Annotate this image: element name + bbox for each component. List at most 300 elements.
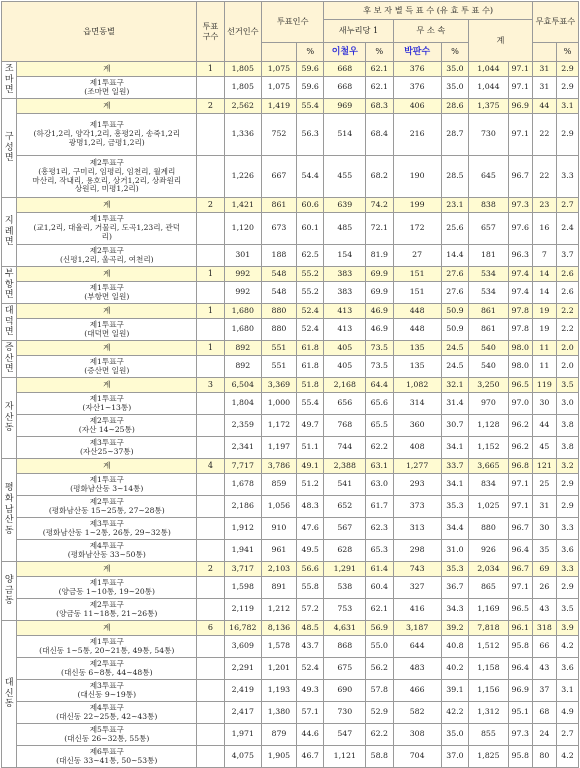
cell-booths bbox=[197, 213, 224, 245]
cell-electorate: 992 bbox=[224, 282, 261, 304]
cell-c2: 151 bbox=[393, 267, 441, 282]
district-name: 증산면 bbox=[2, 341, 17, 378]
cell-electorate: 2,341 bbox=[224, 437, 261, 459]
cell-invalid: 31 bbox=[532, 496, 556, 518]
cell-electorate: 6,504 bbox=[224, 378, 261, 393]
cell-electorate: 2,419 bbox=[224, 680, 261, 702]
subtotal-row bbox=[2, 62, 579, 77]
cell-c2: 743 bbox=[393, 562, 441, 577]
header-candidate2-pct: % bbox=[441, 43, 468, 62]
cell-electorate: 2,562 bbox=[224, 99, 261, 114]
cell-c1: 639 bbox=[324, 198, 366, 213]
precinct-label: 제1투표구 (자산1~13통) bbox=[17, 393, 197, 415]
cell-c2: 216 bbox=[393, 114, 441, 156]
cell-c2p: 27.6 bbox=[441, 267, 468, 282]
cell-invalidp: 2.2 bbox=[556, 319, 578, 341]
district-name: 자산동 bbox=[2, 378, 17, 459]
cell-c2: 416 bbox=[393, 599, 441, 621]
cell-turnout: 49.5 bbox=[297, 540, 324, 562]
cell-valid: 1,044 bbox=[469, 62, 508, 77]
precinct-label: 제1투표구 (조마면 일원) bbox=[17, 77, 197, 99]
header-voters: 투표인수 bbox=[261, 2, 324, 43]
cell-valid: 834 bbox=[469, 474, 508, 496]
cell-invalid: 35 bbox=[532, 540, 556, 562]
subtotal-row bbox=[2, 198, 579, 213]
cell-invalidp: 2.7 bbox=[556, 724, 578, 746]
subtotal-label: 계 bbox=[17, 267, 197, 282]
cell-c2p: 34.4 bbox=[441, 518, 468, 540]
cell-valid: 657 bbox=[469, 213, 508, 245]
subtotal-label: 계 bbox=[17, 378, 197, 393]
cell-voters: 859 bbox=[261, 474, 296, 496]
cell-c1p: 46.9 bbox=[366, 319, 393, 341]
cell-turnout: 61.8 bbox=[297, 341, 324, 356]
table-row bbox=[2, 245, 579, 267]
cell-turnout: 54.4 bbox=[297, 156, 324, 198]
cell-c2: 172 bbox=[393, 213, 441, 245]
cell-c2p: 35.0 bbox=[441, 62, 468, 77]
cell-c2: 293 bbox=[393, 474, 441, 496]
cell-c2: 406 bbox=[393, 99, 441, 114]
cell-booths: 2 bbox=[197, 562, 224, 577]
cell-invalid: 318 bbox=[532, 621, 556, 636]
cell-c1p: 60.4 bbox=[366, 577, 393, 599]
cell-electorate: 2,119 bbox=[224, 599, 261, 621]
cell-booths bbox=[197, 282, 224, 304]
cell-c2p: 24.5 bbox=[441, 341, 468, 356]
cell-c1p: 65.3 bbox=[366, 540, 393, 562]
header-booths: 투표구수 bbox=[197, 2, 224, 62]
cell-c2: 135 bbox=[393, 341, 441, 356]
subtotal-label: 계 bbox=[17, 459, 197, 474]
cell-c2p: 30.7 bbox=[441, 415, 468, 437]
cell-invalid: 121 bbox=[532, 459, 556, 474]
cell-turnout: 43.7 bbox=[297, 636, 324, 658]
cell-invalidp: 3.6 bbox=[556, 540, 578, 562]
table-row bbox=[2, 680, 579, 702]
cell-c1p: 62.2 bbox=[366, 724, 393, 746]
cell-c1p: 64.4 bbox=[366, 378, 393, 393]
cell-invalidp: 2.9 bbox=[556, 496, 578, 518]
subtotal-row bbox=[2, 562, 579, 577]
cell-electorate: 1,941 bbox=[224, 540, 261, 562]
table-row bbox=[2, 599, 579, 621]
cell-validp: 96.9 bbox=[508, 99, 532, 114]
cell-validp: 95.8 bbox=[508, 636, 532, 658]
table-row bbox=[2, 636, 579, 658]
cell-invalidp: 2.9 bbox=[556, 77, 578, 99]
cell-c2: 190 bbox=[393, 156, 441, 198]
header-candidate1-pct: % bbox=[366, 43, 393, 62]
cell-booths bbox=[197, 245, 224, 267]
cell-invalidp: 3.8 bbox=[556, 437, 578, 459]
cell-validp: 96.7 bbox=[508, 156, 532, 198]
cell-valid: 865 bbox=[469, 577, 508, 599]
cell-electorate: 16,782 bbox=[224, 621, 261, 636]
cell-voters: 1,578 bbox=[261, 636, 296, 658]
cell-c2: 704 bbox=[393, 746, 441, 768]
cell-voters: 1,905 bbox=[261, 746, 296, 768]
cell-c2p: 40.2 bbox=[441, 658, 468, 680]
cell-validp: 98.0 bbox=[508, 356, 532, 378]
table-row bbox=[2, 393, 579, 415]
cell-booths bbox=[197, 540, 224, 562]
cell-c2: 199 bbox=[393, 198, 441, 213]
cell-invalid: 68 bbox=[532, 702, 556, 724]
cell-c1: 628 bbox=[324, 540, 366, 562]
cell-c2: 135 bbox=[393, 356, 441, 378]
cell-c2: 1,082 bbox=[393, 378, 441, 393]
header-invalid-pct: % bbox=[556, 43, 578, 62]
precinct-label: 제2투표구 (신평1,2리, 울곡리, 여천리) bbox=[17, 245, 197, 267]
cell-valid: 1,825 bbox=[469, 746, 508, 768]
cell-booths bbox=[197, 437, 224, 459]
cell-invalidp: 3.5 bbox=[556, 378, 578, 393]
cell-c1p: 56.9 bbox=[366, 621, 393, 636]
cell-c1p: 74.2 bbox=[366, 198, 393, 213]
district-name: 조마면 bbox=[2, 62, 17, 99]
cell-turnout: 51.8 bbox=[297, 378, 324, 393]
cell-valid: 730 bbox=[469, 114, 508, 156]
cell-invalid: 22 bbox=[532, 114, 556, 156]
cell-invalidp: 2.9 bbox=[556, 474, 578, 496]
cell-c1: 405 bbox=[324, 341, 366, 356]
cell-voters: 1,197 bbox=[261, 437, 296, 459]
cell-invalid: 11 bbox=[532, 341, 556, 356]
cell-turnout: 55.4 bbox=[297, 99, 324, 114]
cell-valid: 855 bbox=[469, 724, 508, 746]
cell-c1p: 81.9 bbox=[366, 245, 393, 267]
cell-voters: 548 bbox=[261, 282, 296, 304]
cell-c1p: 68.2 bbox=[366, 156, 393, 198]
cell-c1: 547 bbox=[324, 724, 366, 746]
header-candidate2: 박판수 bbox=[393, 43, 441, 62]
cell-valid: 970 bbox=[469, 393, 508, 415]
cell-c1: 383 bbox=[324, 267, 366, 282]
cell-validp: 97.3 bbox=[508, 198, 532, 213]
cell-c2p: 37.0 bbox=[441, 746, 468, 768]
cell-turnout: 59.6 bbox=[297, 62, 324, 77]
cell-c1p: 72.1 bbox=[366, 213, 393, 245]
cell-booths bbox=[197, 518, 224, 540]
cell-c2p: 28.6 bbox=[441, 99, 468, 114]
table-row bbox=[2, 114, 579, 156]
cell-c2: 151 bbox=[393, 282, 441, 304]
cell-electorate: 1,678 bbox=[224, 474, 261, 496]
table-row bbox=[2, 474, 579, 496]
cell-c2p: 42.2 bbox=[441, 702, 468, 724]
cell-invalidp: 4.9 bbox=[556, 702, 578, 724]
cell-validp: 97.0 bbox=[508, 393, 532, 415]
cell-turnout: 46.7 bbox=[297, 746, 324, 768]
cell-invalid: 14 bbox=[532, 267, 556, 282]
cell-invalidp: 3.7 bbox=[556, 245, 578, 267]
cell-voters: 1,172 bbox=[261, 415, 296, 437]
cell-booths bbox=[197, 746, 224, 768]
cell-valid: 540 bbox=[469, 341, 508, 356]
cell-booths: 1 bbox=[197, 62, 224, 77]
cell-validp: 96.8 bbox=[508, 459, 532, 474]
precinct-label: 제1투표구 (교1,2리, 대율리, 거물리, 도곡1,23리, 관덕 리) bbox=[17, 213, 197, 245]
cell-c2: 448 bbox=[393, 319, 441, 341]
cell-voters: 880 bbox=[261, 319, 296, 341]
table-row bbox=[2, 282, 579, 304]
cell-voters: 1,380 bbox=[261, 702, 296, 724]
cell-c1p: 62.3 bbox=[366, 518, 393, 540]
cell-c2: 360 bbox=[393, 415, 441, 437]
cell-valid: 2,034 bbox=[469, 562, 508, 577]
cell-valid: 645 bbox=[469, 156, 508, 198]
cell-c1p: 69.9 bbox=[366, 282, 393, 304]
cell-c2p: 14.4 bbox=[441, 245, 468, 267]
cell-c1p: 68.3 bbox=[366, 99, 393, 114]
cell-booths bbox=[197, 599, 224, 621]
cell-c1: 730 bbox=[324, 702, 366, 724]
cell-booths bbox=[197, 77, 224, 99]
cell-electorate: 1,805 bbox=[224, 77, 261, 99]
cell-c1: 768 bbox=[324, 415, 366, 437]
cell-invalidp: 2.2 bbox=[556, 304, 578, 319]
cell-c2: 376 bbox=[393, 62, 441, 77]
cell-turnout: 55.8 bbox=[297, 577, 324, 599]
cell-electorate: 1,912 bbox=[224, 518, 261, 540]
cell-c2: 27 bbox=[393, 245, 441, 267]
cell-validp: 97.8 bbox=[508, 319, 532, 341]
cell-electorate: 1,421 bbox=[224, 198, 261, 213]
cell-invalid: 45 bbox=[532, 437, 556, 459]
cell-c1: 405 bbox=[324, 356, 366, 378]
cell-c1p: 58.8 bbox=[366, 746, 393, 768]
precinct-label: 제1투표구 (대신동 1~5통, 20~21통, 49통, 54통) bbox=[17, 636, 197, 658]
cell-c2p: 34.3 bbox=[441, 599, 468, 621]
precinct-label: 제1투표구 (평화남산동 3~14통) bbox=[17, 474, 197, 496]
cell-voters: 1,075 bbox=[261, 77, 296, 99]
cell-voters: 891 bbox=[261, 577, 296, 599]
cell-c1p: 73.5 bbox=[366, 341, 393, 356]
cell-invalid: 19 bbox=[532, 304, 556, 319]
cell-electorate: 1,971 bbox=[224, 724, 261, 746]
cell-booths bbox=[197, 415, 224, 437]
cell-valid: 534 bbox=[469, 282, 508, 304]
table-row bbox=[2, 437, 579, 459]
subtotal-row bbox=[2, 459, 579, 474]
cell-booths bbox=[197, 356, 224, 378]
cell-valid: 7,818 bbox=[469, 621, 508, 636]
cell-c1p: 61.7 bbox=[366, 496, 393, 518]
cell-valid: 1,044 bbox=[469, 77, 508, 99]
cell-c1p: 52.9 bbox=[366, 702, 393, 724]
cell-validp: 97.1 bbox=[508, 496, 532, 518]
cell-turnout: 48.3 bbox=[297, 496, 324, 518]
district-name: 양금동 bbox=[2, 562, 17, 621]
district-name: 지례면 bbox=[2, 198, 17, 267]
cell-valid: 534 bbox=[469, 267, 508, 282]
cell-validp: 97.4 bbox=[508, 267, 532, 282]
cell-c1: 668 bbox=[324, 62, 366, 77]
district-name: 대신동 bbox=[2, 621, 17, 768]
cell-c1: 690 bbox=[324, 680, 366, 702]
cell-voters: 548 bbox=[261, 267, 296, 282]
header-invalid: 무효투표수 bbox=[532, 2, 578, 43]
subtotal-label: 계 bbox=[17, 198, 197, 213]
subtotal-row bbox=[2, 341, 579, 356]
cell-turnout: 51.2 bbox=[297, 474, 324, 496]
cell-invalid: 7 bbox=[532, 245, 556, 267]
cell-electorate: 1,598 bbox=[224, 577, 261, 599]
cell-invalidp: 2.9 bbox=[556, 577, 578, 599]
precinct-label: 제3투표구 (대신동 9~19통) bbox=[17, 680, 197, 702]
cell-voters: 1,201 bbox=[261, 658, 296, 680]
cell-c1p: 63.1 bbox=[366, 459, 393, 474]
cell-c1: 541 bbox=[324, 474, 366, 496]
cell-validp: 97.1 bbox=[508, 77, 532, 99]
cell-turnout: 52.4 bbox=[297, 304, 324, 319]
subtotal-row bbox=[2, 304, 579, 319]
cell-c1: 668 bbox=[324, 77, 366, 99]
results-body bbox=[2, 62, 579, 768]
cell-valid: 1,025 bbox=[469, 496, 508, 518]
cell-invalid: 44 bbox=[532, 99, 556, 114]
subtotal-label: 계 bbox=[17, 62, 197, 77]
precinct-label: 제1투표구 (증산면 일원) bbox=[17, 356, 197, 378]
district-name: 대덕면 bbox=[2, 304, 17, 341]
cell-invalidp: 2.7 bbox=[556, 198, 578, 213]
table-row bbox=[2, 658, 579, 680]
cell-validp: 96.4 bbox=[508, 540, 532, 562]
cell-c2p: 40.8 bbox=[441, 636, 468, 658]
cell-invalidp: 4.2 bbox=[556, 636, 578, 658]
cell-booths: 1 bbox=[197, 341, 224, 356]
cell-c1p: 73.5 bbox=[366, 356, 393, 378]
cell-invalid: 119 bbox=[532, 378, 556, 393]
cell-c2p: 35.0 bbox=[441, 77, 468, 99]
header-voters-count bbox=[261, 43, 296, 62]
subtotal-row bbox=[2, 267, 579, 282]
table-row bbox=[2, 77, 579, 99]
header-party2: 무 소 속 bbox=[393, 20, 469, 43]
cell-valid: 926 bbox=[469, 540, 508, 562]
cell-c2p: 28.7 bbox=[441, 114, 468, 156]
precinct-label: 제3투표구 (평화남산동 1~2통, 26통, 29~32통) bbox=[17, 518, 197, 540]
cell-voters: 1,212 bbox=[261, 599, 296, 621]
cell-invalidp: 3.1 bbox=[556, 680, 578, 702]
cell-invalid: 14 bbox=[532, 282, 556, 304]
cell-validp: 96.3 bbox=[508, 245, 532, 267]
cell-electorate: 2,359 bbox=[224, 415, 261, 437]
cell-booths bbox=[197, 680, 224, 702]
cell-invalid: 16 bbox=[532, 213, 556, 245]
cell-turnout: 60.1 bbox=[297, 213, 324, 245]
cell-c2p: 35.3 bbox=[441, 496, 468, 518]
subtotal-row bbox=[2, 621, 579, 636]
cell-c2p: 36.7 bbox=[441, 577, 468, 599]
precinct-label: 제5투표구 (대신동 26~32통, 55통) bbox=[17, 724, 197, 746]
cell-c1: 753 bbox=[324, 599, 366, 621]
cell-invalid: 43 bbox=[532, 658, 556, 680]
header-electorate: 선거인수 bbox=[224, 2, 261, 62]
cell-c2: 298 bbox=[393, 540, 441, 562]
cell-c2p: 32.1 bbox=[441, 378, 468, 393]
cell-valid: 1,169 bbox=[469, 599, 508, 621]
cell-voters: 752 bbox=[261, 114, 296, 156]
cell-voters: 3,369 bbox=[261, 378, 296, 393]
cell-booths: 2 bbox=[197, 99, 224, 114]
subtotal-label: 계 bbox=[17, 99, 197, 114]
cell-c2p: 50.9 bbox=[441, 304, 468, 319]
cell-c2p: 34.1 bbox=[441, 474, 468, 496]
cell-invalid: 22 bbox=[532, 156, 556, 198]
cell-turnout: 57.2 bbox=[297, 599, 324, 621]
table-row bbox=[2, 319, 579, 341]
cell-electorate: 1,226 bbox=[224, 156, 261, 198]
cell-turnout: 55.2 bbox=[297, 282, 324, 304]
cell-electorate: 892 bbox=[224, 341, 261, 356]
cell-c2: 327 bbox=[393, 577, 441, 599]
cell-c1: 744 bbox=[324, 437, 366, 459]
precinct-label: 제2투표구 (대신동 6~8통, 44~48통) bbox=[17, 658, 197, 680]
cell-turnout: 60.6 bbox=[297, 198, 324, 213]
table-row bbox=[2, 702, 579, 724]
subtotal-row bbox=[2, 378, 579, 393]
cell-c1p: 56.2 bbox=[366, 658, 393, 680]
cell-invalid: 26 bbox=[532, 577, 556, 599]
precinct-label: 제2투표구 (평화남산동 15~25통, 27~28통) bbox=[17, 496, 197, 518]
cell-invalidp: 2.9 bbox=[556, 114, 578, 156]
cell-c1: 413 bbox=[324, 319, 366, 341]
cell-voters: 961 bbox=[261, 540, 296, 562]
cell-electorate: 1,336 bbox=[224, 114, 261, 156]
cell-c1: 969 bbox=[324, 99, 366, 114]
subtotal-label: 계 bbox=[17, 562, 197, 577]
header-district: 읍면동별 bbox=[2, 2, 197, 62]
cell-turnout: 59.6 bbox=[297, 77, 324, 99]
cell-electorate: 1,680 bbox=[224, 304, 261, 319]
cell-c2: 644 bbox=[393, 636, 441, 658]
cell-electorate: 1,805 bbox=[224, 62, 261, 77]
cell-c2p: 31.4 bbox=[441, 393, 468, 415]
cell-c2: 376 bbox=[393, 77, 441, 99]
cell-c2: 313 bbox=[393, 518, 441, 540]
cell-invalidp: 3.9 bbox=[556, 621, 578, 636]
cell-c2p: 39.1 bbox=[441, 680, 468, 702]
cell-electorate: 2,186 bbox=[224, 496, 261, 518]
precinct-label: 제2투표구 (양금동 11~18통, 21~26통) bbox=[17, 599, 197, 621]
cell-validp: 96.5 bbox=[508, 378, 532, 393]
cell-c1: 4,631 bbox=[324, 621, 366, 636]
cell-c2p: 34.1 bbox=[441, 437, 468, 459]
cell-voters: 551 bbox=[261, 341, 296, 356]
cell-electorate: 1,804 bbox=[224, 393, 261, 415]
cell-c2: 408 bbox=[393, 437, 441, 459]
cell-voters: 3,786 bbox=[261, 459, 296, 474]
cell-voters: 879 bbox=[261, 724, 296, 746]
cell-c2p: 28.5 bbox=[441, 156, 468, 198]
cell-c2: 448 bbox=[393, 304, 441, 319]
cell-turnout: 56.3 bbox=[297, 114, 324, 156]
cell-c1p: 62.2 bbox=[366, 437, 393, 459]
cell-electorate: 4,075 bbox=[224, 746, 261, 768]
cell-validp: 97.1 bbox=[508, 474, 532, 496]
cell-voters: 1,419 bbox=[261, 99, 296, 114]
cell-invalidp: 3.1 bbox=[556, 99, 578, 114]
cell-c1: 485 bbox=[324, 213, 366, 245]
cell-electorate: 1,680 bbox=[224, 319, 261, 341]
cell-turnout: 56.6 bbox=[297, 562, 324, 577]
cell-validp: 97.1 bbox=[508, 114, 532, 156]
cell-invalid: 11 bbox=[532, 356, 556, 378]
precinct-label: 제1투표구 (하강1,2리, 양각1,2리, 흥평2리, 송죽1,2리 광명1,2리, 금평1,2리) bbox=[17, 114, 197, 156]
cell-c1: 675 bbox=[324, 658, 366, 680]
